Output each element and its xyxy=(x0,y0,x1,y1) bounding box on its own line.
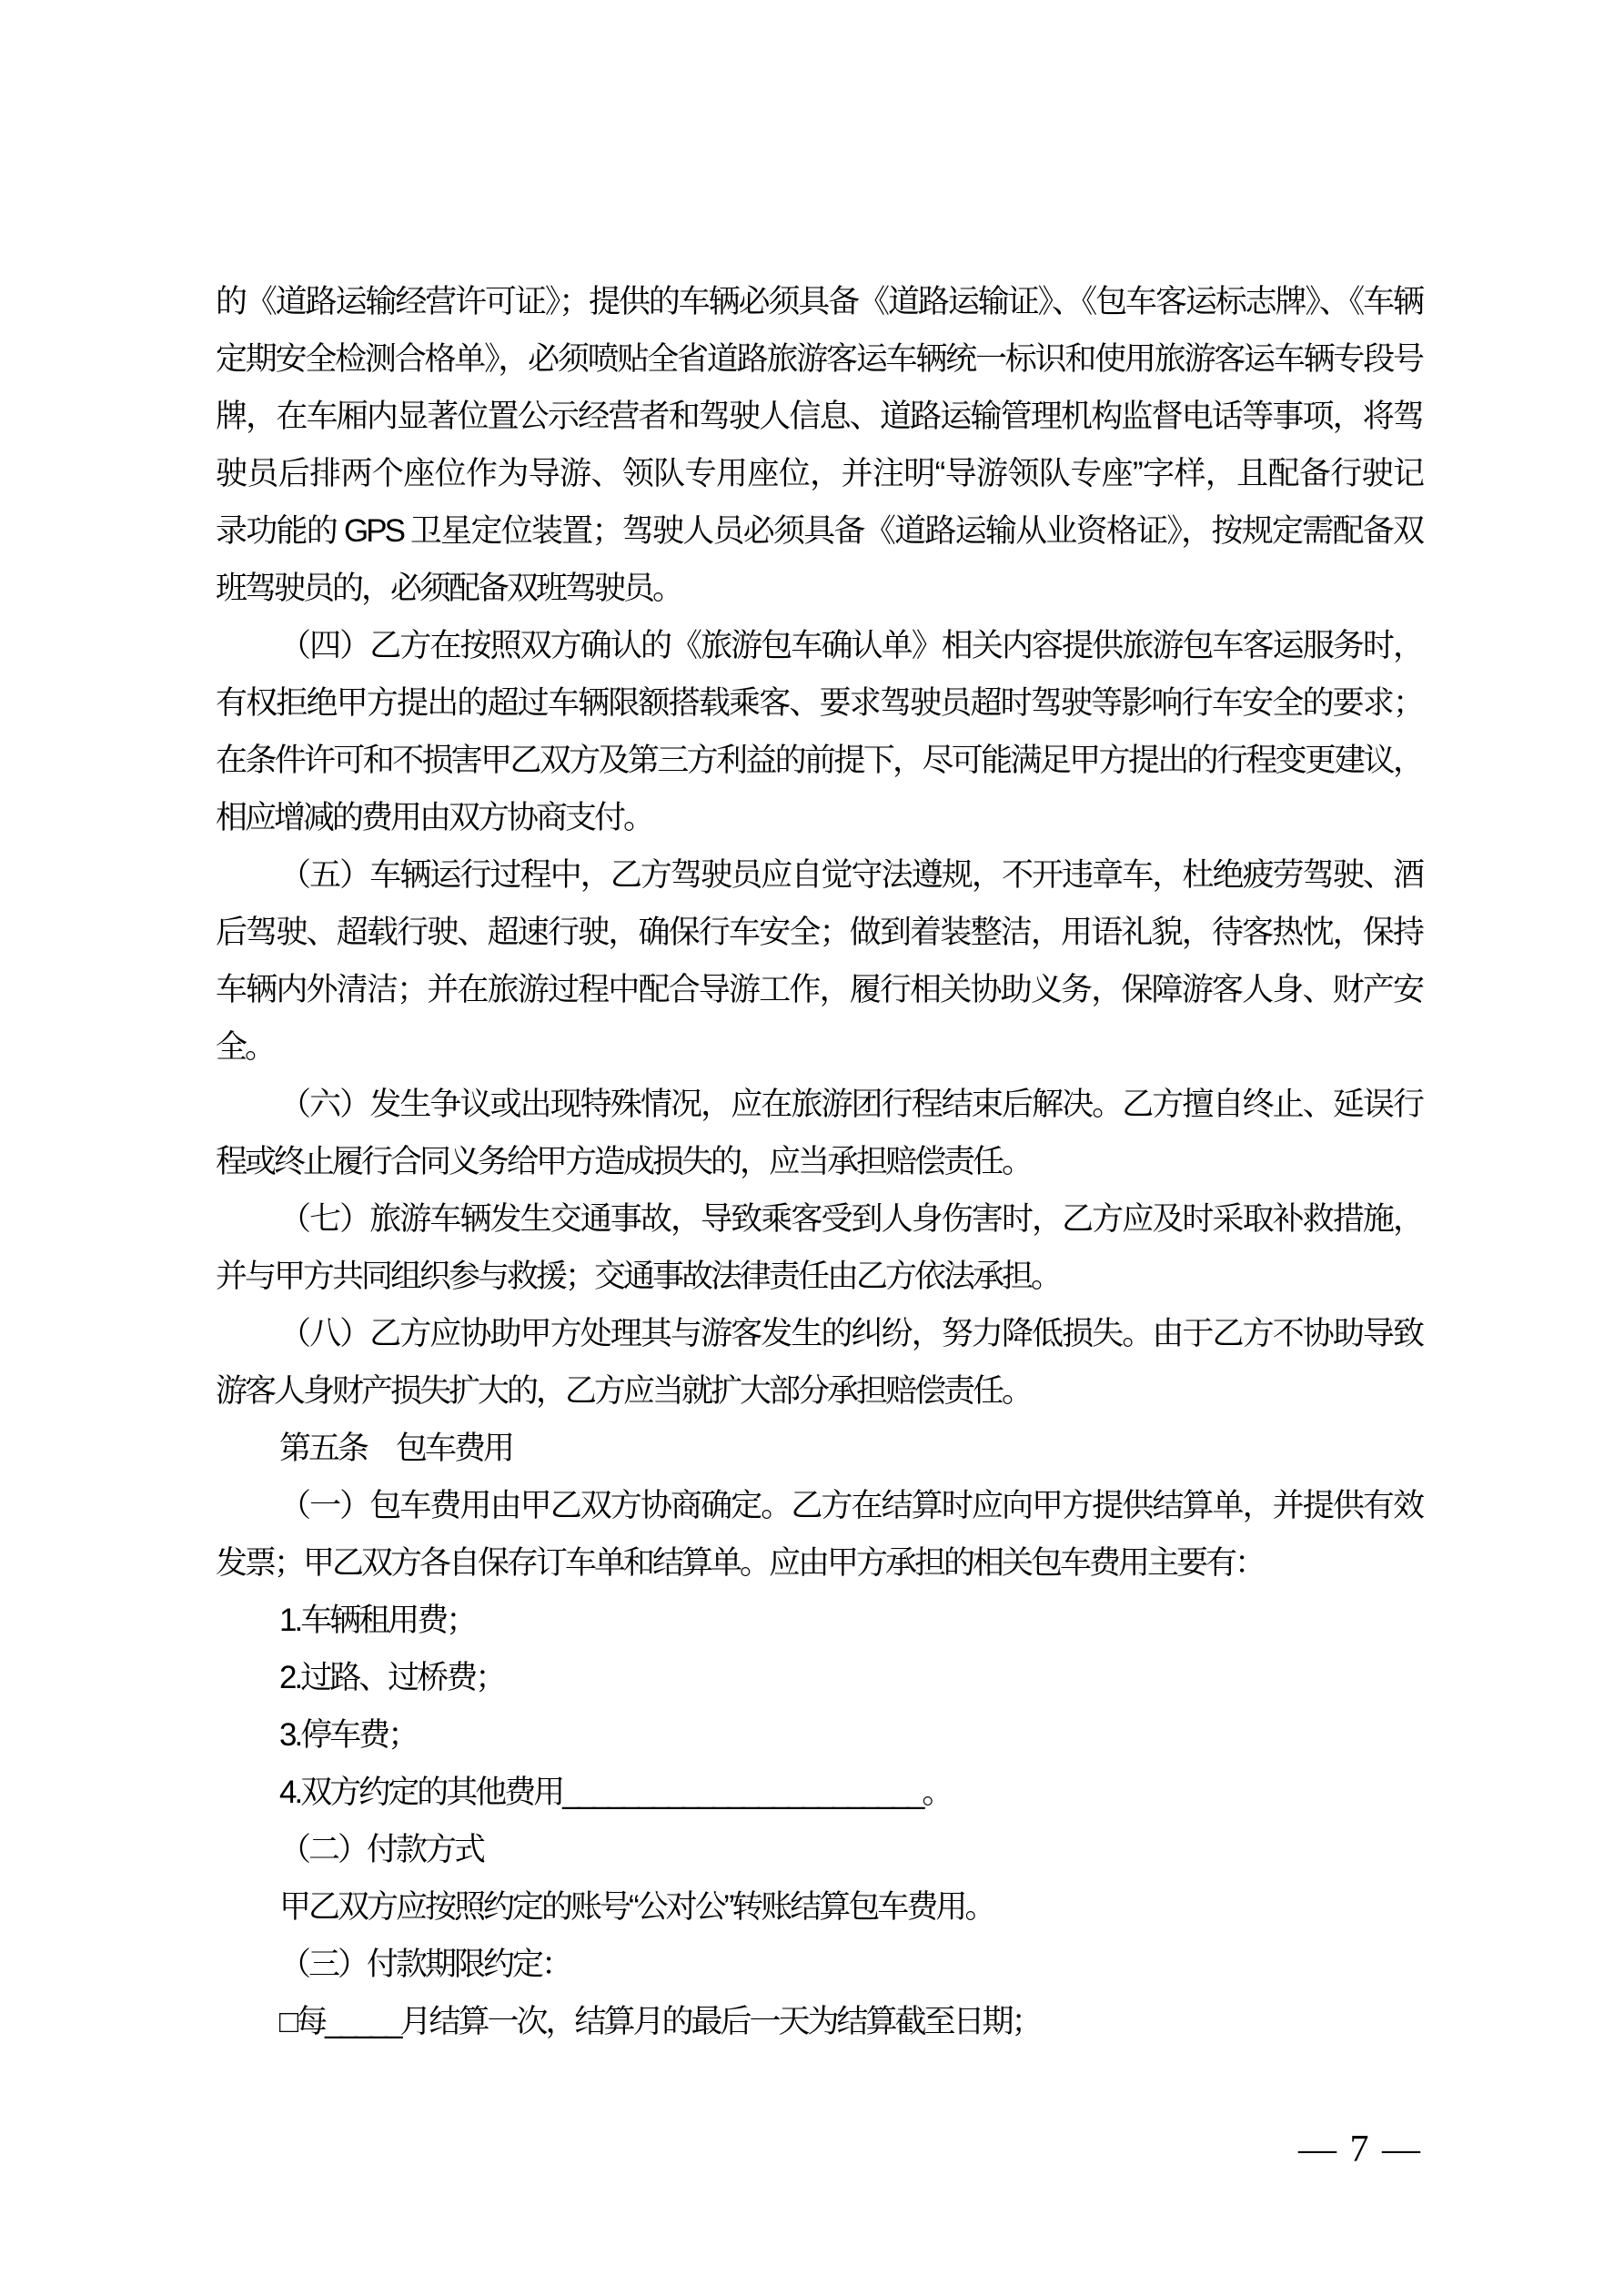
doc-line: 后驾驶、超载行驶、超速行驶，确保行车安全；做到着装整洁，用语礼貌，待客热忱，保持 xyxy=(216,915,1422,950)
fee-other-blank-line: 4.双方约定的其他费用________________________。 xyxy=(279,1775,952,1810)
fee-list-item-3: 3.停车费； xyxy=(279,1717,418,1753)
doc-line: 发票；甲乙双方各自保存订车单和结算单。应由甲方承担的相关包车费用主要有： xyxy=(216,1545,1265,1581)
item-3-heading: （三）付款期限约定： xyxy=(279,1947,571,1982)
doc-line: 游客人身财产损失扩大的，乙方应当就扩大部分承担赔偿责任。 xyxy=(216,1373,1032,1409)
item-7-paragraph: （七）旅游车辆发生交通事故，导致乘客受到人身伤害时，乙方应及时采取补救措施， xyxy=(279,1201,1422,1237)
doc-line: 程或终止履行合同义务给甲方造成损失的，应当承担赔偿责任。 xyxy=(216,1144,1032,1179)
doc-line: 在条件许可和不损害甲乙双方及第三方利益的前提下，尽可能满足甲方提出的行程变更建议， xyxy=(216,743,1422,778)
item-2-heading: （二）付款方式 xyxy=(279,1832,484,1867)
doc-line: 驶员后排两个座位作为导游、领队专用座位，并注明“导游领队专座”字样，且配备行驶记 xyxy=(216,456,1422,491)
doc-line: 车辆内外清洁；并在旅游过程中配合导游工作，履行相关协助义务，保障游客人身、财产安 xyxy=(216,972,1422,1007)
doc-line: 班驾驶员的，必须配备双班驾驶员。 xyxy=(216,571,682,606)
doc-line: 定期安全检测合格单》，必须喷贴全省道路旅游客运车辆统一标识和使用旅游客运车辆专段号 xyxy=(216,341,1422,377)
item-6-paragraph: （六）发生争议或出现特殊情况，应在旅游团行程结束后解决。乙方擅自终止、延误行 xyxy=(279,1087,1422,1122)
item-1-paragraph: （一）包车费用由甲乙双方协商确定。乙方在结算时应向甲方提供结算单，并提供有效 xyxy=(279,1488,1422,1523)
doc-line: 相应增减的费用由双方协商支付。 xyxy=(216,800,653,835)
page-number: — 7 — xyxy=(1298,2129,1422,2170)
item-5-paragraph: （五）车辆运行过程中，乙方驾驶员应自觉守法遵规，不开违章车，杜绝疲劳驾驶、酒 xyxy=(279,857,1422,893)
doc-line: 有权拒绝甲方提出的超过车辆限额搭载乘客、要求驾驶员超时驾驶等影响行车安全的要求； xyxy=(216,685,1422,721)
fee-list-item-1: 1.车辆租用费； xyxy=(279,1603,476,1638)
clause-5-heading: 第五条 包车费用 xyxy=(279,1431,513,1466)
settlement-checkbox-option: □每_____月结算一次，结算月的最后一天为结算截至日期； xyxy=(279,2004,1041,2039)
doc-line: 甲乙双方应按照约定的账号“公对公”转账结算包车费用。 xyxy=(279,1889,994,1925)
doc-line: 的《道路运输经营许可证》；提供的车辆必须具备《道路运输证》、《包车客运标志牌》、《车辆 xyxy=(216,284,1422,319)
item-4-paragraph: （四）乙方在按照双方确认的《旅游包车确认单》相关内容提供旅游包车客运服务时， xyxy=(279,628,1422,663)
doc-line: 牌，在车厢内显著位置公示经营者和驾驶人信息、道路运输管理机构监督电话等事项，将驾 xyxy=(216,399,1422,434)
doc-line: 全。 xyxy=(216,1029,275,1065)
fee-list-item-2: 2.过路、过桥费； xyxy=(279,1660,505,1695)
doc-line: 并与甲方共同组织参与救援；交通事故法律责任由乙方依法承担。 xyxy=(216,1259,1061,1294)
contract-body xyxy=(216,273,1422,2050)
item-8-paragraph: （八）乙方应协助甲方处理其与游客发生的纠纷，努力降低损失。由于乙方不协助导致 xyxy=(279,1316,1422,1351)
doc-line: 录功能的 GPS 卫星定位装置；驾驶人员必须具备《道路运输从业资格证》，按规定需配备双 xyxy=(216,513,1422,549)
